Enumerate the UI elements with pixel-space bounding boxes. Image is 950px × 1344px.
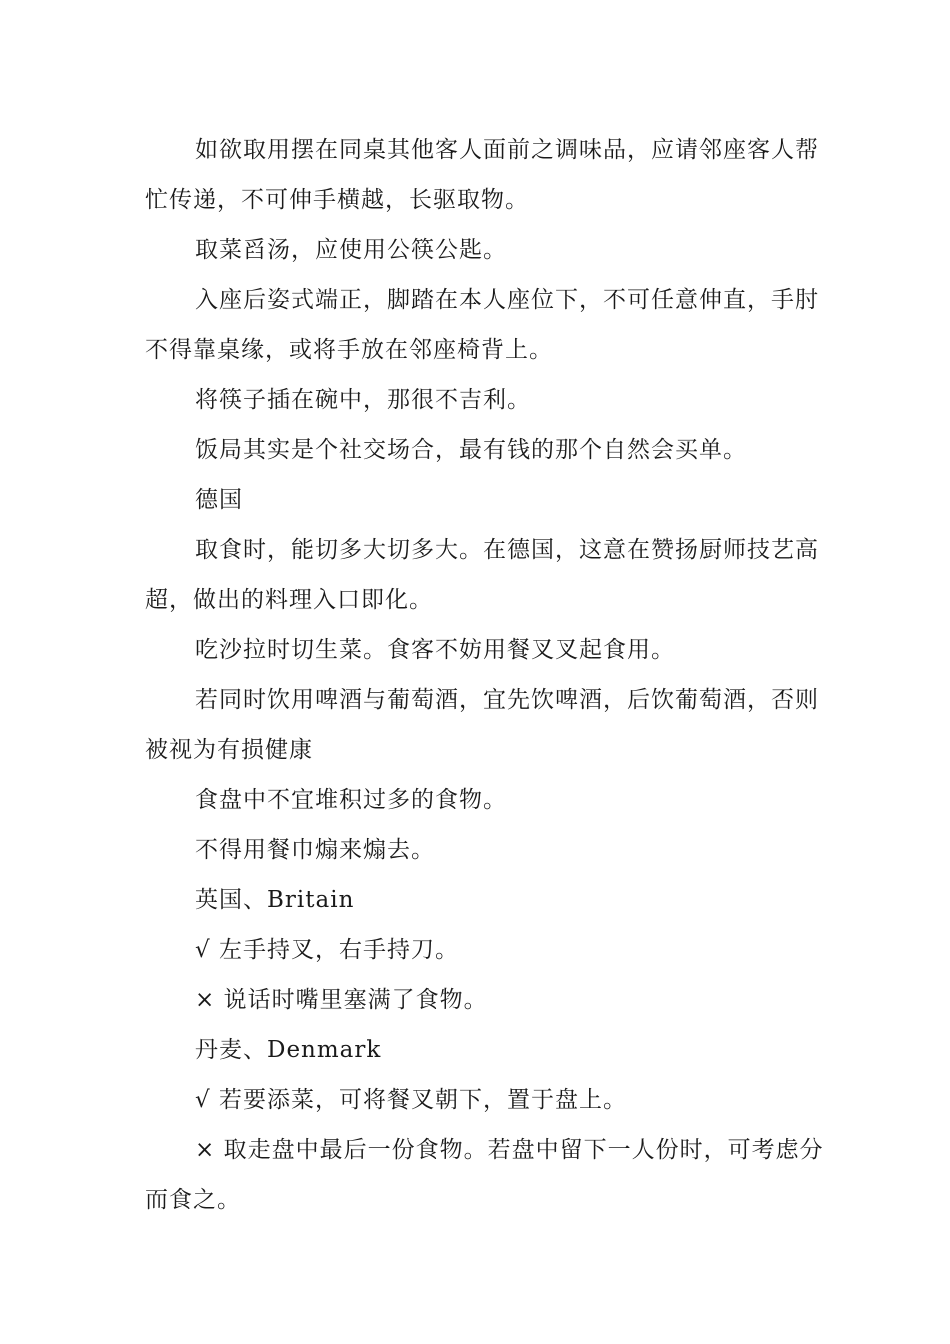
- paragraph-denmark-do: √ 若要添菜，可将餐叉朝下，置于盘上。: [195, 1087, 627, 1113]
- paragraph-germany-cutting: 取食时，能切多大切多大。在德国，这意在赞扬厨师技艺高超，做出的料理入口即化。: [145, 537, 819, 613]
- paragraph-serving-utensils: 取菜舀汤，应使用公筷公匙。: [195, 237, 507, 263]
- paragraph-britain-dont: × 说话时嘴里塞满了食物。: [195, 987, 488, 1013]
- paragraph-britain-do: √ 左手持叉，右手持刀。: [195, 937, 459, 963]
- paragraph-condiment-etiquette: 如欲取用摆在同桌其他客人面前之调味品，应请邻座客人帮忙传递，不可伸手横越，长驱取物。: [145, 137, 819, 213]
- heading-germany: 德国: [195, 487, 243, 513]
- paragraph-germany-salad: 吃沙拉时切生菜。食客不妨用餐叉叉起食用。: [195, 637, 675, 663]
- paragraph-germany-drinks: 若同时饮用啤酒与葡萄酒，宜先饮啤酒，后饮葡萄酒，否则被视为有损健康: [145, 687, 819, 763]
- heading-denmark: 丹麦、Denmark: [195, 1037, 382, 1063]
- heading-britain: 英国、Britain: [195, 887, 355, 913]
- document-body: [145, 125, 825, 1225]
- paragraph-paying-bill: 饭局其实是个社交场合，最有钱的那个自然会买单。: [195, 437, 747, 463]
- paragraph-germany-plate: 食盘中不宜堆积过多的食物。: [195, 787, 507, 813]
- paragraph-denmark-dont: × 取走盘中最后一份食物。若盘中留下一人份时，可考虑分而食之。: [145, 1137, 824, 1213]
- paragraph-chopsticks: 将筷子插在碗中，那很不吉利。: [195, 387, 531, 413]
- paragraph-seating-posture: 入座后姿式端正，脚踏在本人座位下，不可任意伸直，手肘不得靠桌缘，或将手放在邻座椅背上。: [145, 287, 819, 363]
- paragraph-germany-napkin: 不得用餐巾煽来煽去。: [195, 837, 435, 863]
